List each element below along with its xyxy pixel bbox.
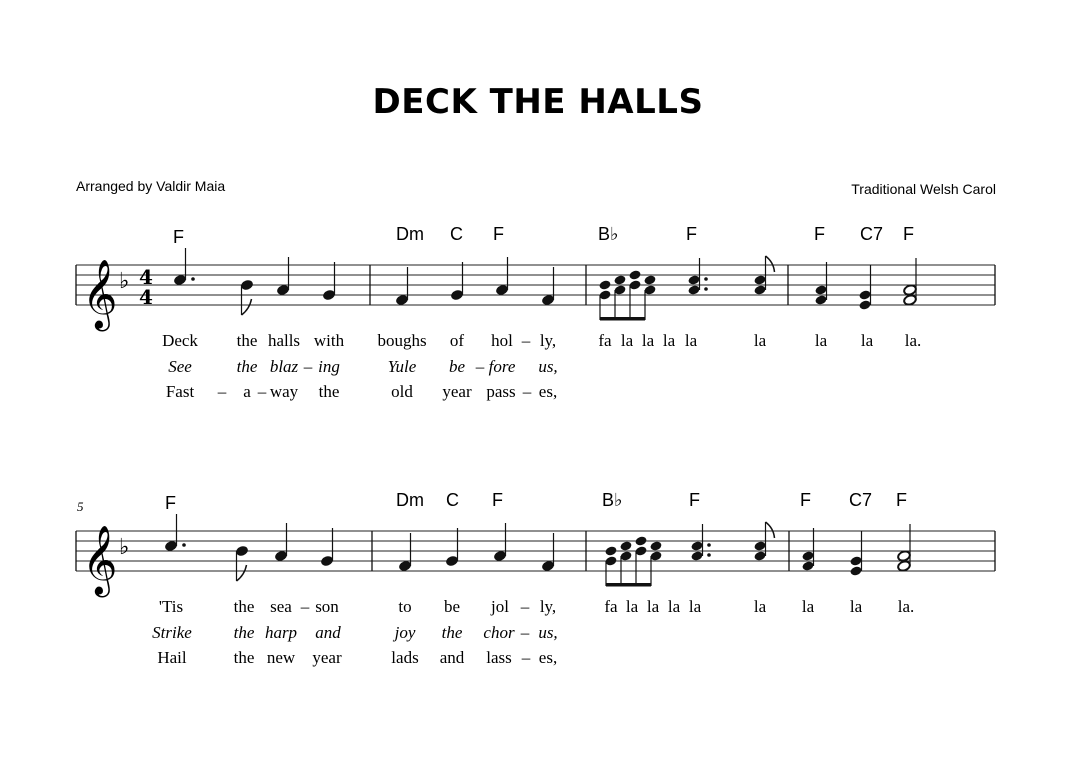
lyric-syllable: la — [753, 597, 767, 616]
measure-number: 5 — [77, 499, 84, 514]
lyric-syllable: of — [449, 331, 465, 350]
hyphen: – — [521, 331, 531, 350]
lyric-syllable: pass — [486, 382, 516, 401]
chord-symbol: C7 — [849, 490, 873, 510]
lyric-syllable: la. — [897, 597, 915, 616]
lyric-syllable: la — [753, 331, 767, 350]
lyrics-verse-3 — [157, 648, 557, 667]
lyric-syllable: the — [236, 331, 258, 350]
chord-symbol: C7 — [860, 224, 884, 244]
hyphen: – — [520, 623, 530, 642]
lyric-syllable: chor — [483, 623, 515, 642]
chord-symbol: F — [896, 490, 907, 510]
lyric-syllable: la — [667, 597, 681, 616]
chord-symbol: C — [450, 224, 463, 244]
lyric-syllable: the — [236, 357, 258, 376]
lyric-syllable: lass — [486, 648, 512, 667]
lyric-syllable: la — [814, 331, 828, 350]
lyric-syllable: es, — [538, 382, 558, 401]
lyric-syllable: harp — [264, 623, 298, 642]
lyric-syllable: es, — [538, 648, 558, 667]
lyric-syllable: way — [269, 382, 299, 401]
lyric-syllable: fa — [598, 331, 612, 350]
lyric-syllable: the — [441, 623, 463, 642]
song-title: DECK THE HALLS — [372, 82, 704, 122]
measure-6-notes — [398, 523, 555, 572]
staff-lines — [76, 265, 995, 305]
chord-symbol: Dm — [396, 224, 424, 244]
lyric-syllable: ly, — [539, 331, 557, 350]
lyric-syllable: hol — [491, 331, 513, 350]
measure-3-notes — [598, 256, 774, 321]
lyric-syllable: halls — [267, 331, 301, 350]
lyrics-verse-3 — [166, 382, 557, 401]
lyric-syllable: son — [315, 597, 339, 616]
lyric-syllable: la — [646, 597, 660, 616]
lyric-syllable: joy — [394, 623, 416, 642]
lyric-syllable: la — [625, 597, 639, 616]
lyrics-verse-2 — [152, 623, 558, 642]
treble-clef-icon: 𝄞 — [82, 525, 118, 595]
hyphen: – — [217, 382, 227, 401]
lyric-syllable: Deck — [162, 331, 198, 350]
lyric-syllable: new — [266, 648, 296, 667]
composer-credit: Traditional Welsh Carol — [851, 181, 996, 197]
lyric-syllable: the — [318, 382, 340, 401]
lyric-syllable: us, — [538, 623, 558, 642]
lyric-syllable: year — [442, 382, 472, 401]
measure-8-notes — [801, 524, 911, 577]
chord-symbol: F — [492, 490, 503, 510]
lyric-syllable: boughs — [377, 331, 427, 350]
chord-symbols-1 — [173, 224, 914, 247]
lyric-syllable: the — [233, 597, 255, 616]
measure-4-notes — [814, 258, 917, 311]
chord-symbol: F — [165, 493, 176, 513]
staff-lines — [76, 531, 995, 571]
lyric-syllable: la — [688, 597, 702, 616]
lyric-syllable: 'Tis — [158, 597, 184, 616]
chord-symbol: B♭ — [598, 224, 619, 244]
time-signature-top: 4 — [139, 265, 153, 289]
lyric-syllable: Hail — [157, 648, 187, 667]
flat-key-signature-icon: ♭ — [119, 269, 130, 294]
hyphen: – — [475, 357, 485, 376]
lyric-syllable: lads — [391, 648, 419, 667]
lyric-syllable: la — [641, 331, 655, 350]
lyric-syllable: See — [168, 357, 192, 376]
lyric-syllable: us, — [538, 357, 558, 376]
chord-symbols-2 — [165, 490, 907, 513]
chord-symbol: C — [446, 490, 459, 510]
lyric-syllable: la — [801, 597, 815, 616]
time-signature-bottom: 4 — [139, 285, 153, 309]
chord-symbol: F — [800, 490, 811, 510]
lyric-syllable: fore — [488, 357, 516, 376]
measure-7-notes — [604, 522, 774, 587]
lyric-syllable: Strike — [152, 623, 192, 642]
treble-clef-icon: 𝄞 — [82, 259, 118, 329]
lyric-syllable: with — [313, 331, 345, 350]
lyric-syllable: Yule — [387, 357, 417, 376]
hyphen: – — [520, 597, 530, 616]
staff-system-1 — [76, 224, 995, 401]
lyric-syllable: the — [233, 623, 255, 642]
lyric-syllable: and — [439, 648, 465, 667]
lyric-syllable: sea — [270, 597, 292, 616]
measure-2-notes — [395, 257, 555, 306]
chord-symbol: F — [686, 224, 697, 244]
lyric-syllable: to — [398, 597, 412, 616]
hyphen: – — [257, 382, 267, 401]
lyric-syllable: a — [243, 382, 251, 401]
lyric-syllable: la — [860, 331, 874, 350]
lyric-syllable: be — [443, 597, 461, 616]
hyphen: – — [300, 597, 310, 616]
lyric-syllable: la — [620, 331, 634, 350]
lyric-syllable: jol — [491, 597, 509, 616]
lyric-syllable: Fast — [165, 382, 195, 401]
lyrics-verse-1 — [162, 331, 921, 350]
chord-symbol: F — [173, 227, 184, 247]
lyric-syllable: la — [662, 331, 676, 350]
lyric-syllable: old — [391, 382, 413, 401]
lyric-syllable: fa — [604, 597, 618, 616]
chord-symbol: F — [903, 224, 914, 244]
lyric-syllable: and — [315, 623, 341, 642]
staff-system-2 — [76, 490, 995, 667]
lyric-syllable: ly, — [539, 597, 557, 616]
chord-symbol: Dm — [396, 490, 424, 510]
lyrics-verse-2 — [168, 357, 557, 376]
hyphen: – — [522, 382, 532, 401]
chord-symbol: F — [689, 490, 700, 510]
lyric-syllable: la — [849, 597, 863, 616]
flat-key-signature-icon: ♭ — [119, 535, 130, 560]
chord-symbol: F — [493, 224, 504, 244]
lyric-syllable: year — [312, 648, 342, 667]
lyric-syllable: la — [684, 331, 698, 350]
lyric-syllable: be — [448, 357, 466, 376]
hyphen: – — [303, 357, 313, 376]
lyrics-verse-1 — [159, 597, 914, 616]
chord-symbol: B♭ — [602, 490, 623, 510]
lyric-syllable: ing — [318, 357, 340, 376]
hyphen: – — [521, 648, 531, 667]
lyric-syllable: la. — [904, 331, 922, 350]
lyric-syllable: the — [233, 648, 255, 667]
chord-symbol: F — [814, 224, 825, 244]
lyric-syllable: blaz — [269, 357, 299, 376]
arranger-credit: Arranged by Valdir Maia — [76, 178, 226, 194]
